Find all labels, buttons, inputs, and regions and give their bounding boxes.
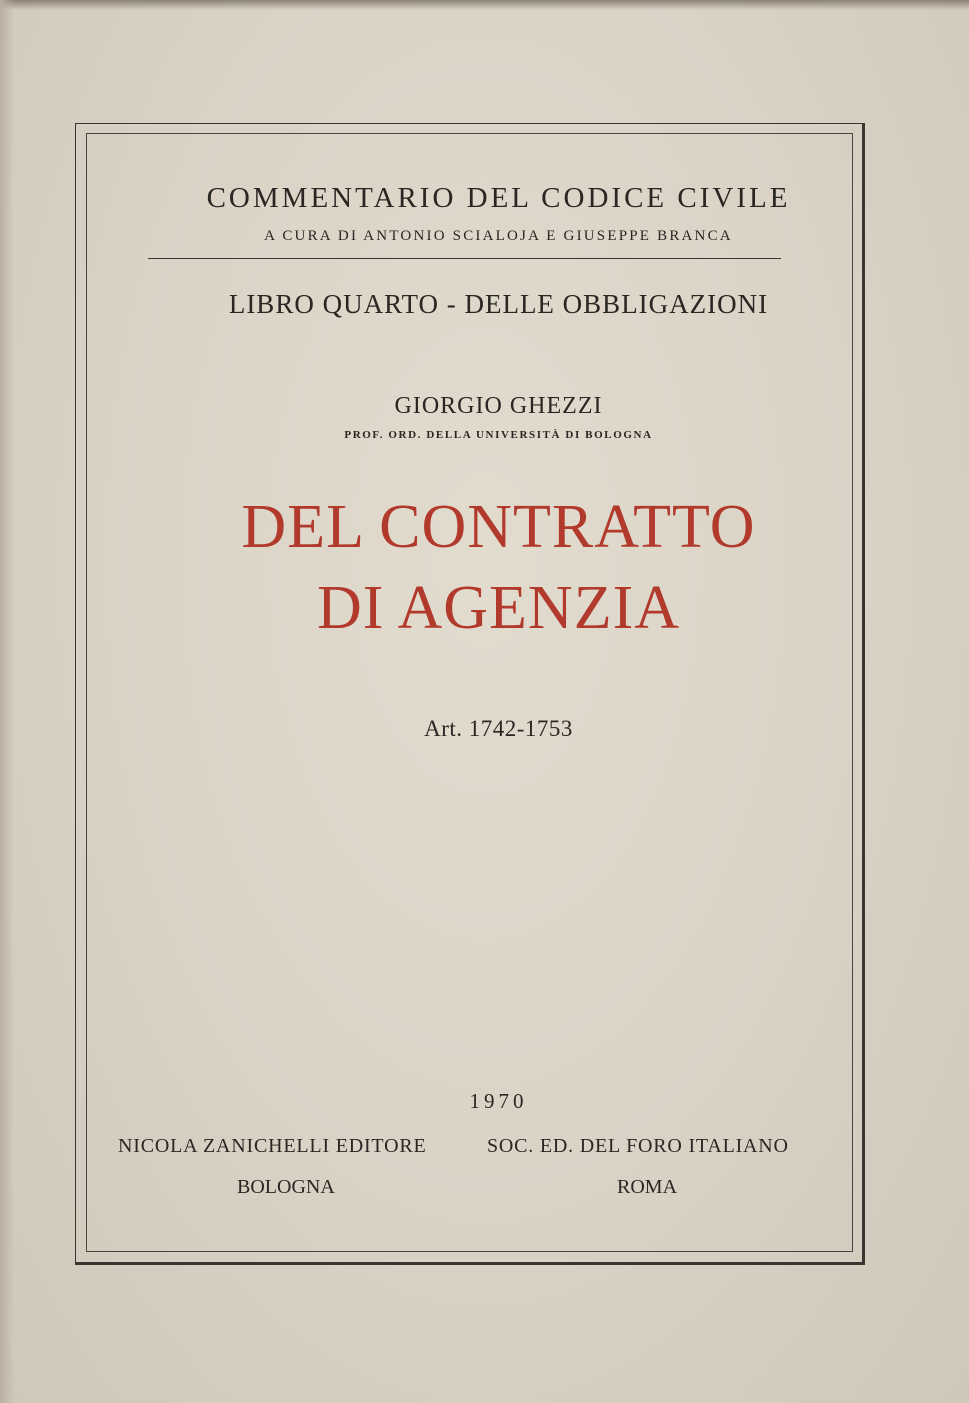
series-title: COMMENTARIO DEL CODICE CIVILE xyxy=(206,182,791,214)
publisher-right: SOC. ED. DEL FORO ITALIANO xyxy=(487,1135,789,1157)
publisher-left: NICOLA ZANICHELLI EDITORE xyxy=(118,1135,427,1157)
divider-rule xyxy=(148,258,781,259)
article-range: Art. 1742-1753 xyxy=(424,716,573,741)
series-editors: A CURA DI ANTONIO SCIALOJA E GIUSEPPE BRANCA xyxy=(264,228,733,244)
top-edge-shadow xyxy=(0,0,969,10)
main-title-line-2: DI AGENZIA xyxy=(317,574,680,642)
publication-year: 1970 xyxy=(469,1089,528,1113)
main-title-line-1: DEL CONTRATTO xyxy=(241,493,756,561)
author-affiliation: PROF. ORD. DELLA UNIVERSITÀ DI BOLOGNA xyxy=(344,429,653,441)
author-name: GIORGIO GHEZZI xyxy=(394,393,603,419)
book-section: LIBRO QUARTO - DELLE OBBLIGAZIONI xyxy=(228,289,769,319)
publisher-city-left: BOLOGNA xyxy=(237,1176,335,1198)
publisher-city-right: ROMA xyxy=(617,1176,678,1198)
